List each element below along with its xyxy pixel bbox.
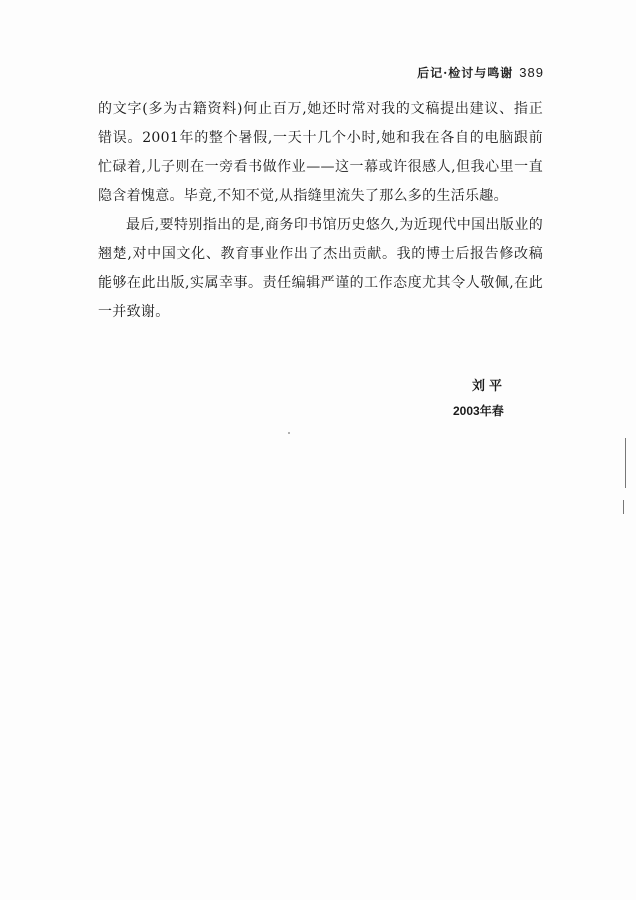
body-text: [98, 95, 543, 327]
scan-artifact-line: [623, 500, 624, 514]
paragraph-acknowledgement: 最后,要特别指出的是,商务印书馆历史悠久,为近现代中国出版业的翘楚,对中国文化、教育事业作出了杰出贡献。我的博士后报告修改稿能够在此出版,实属幸事。责任编辑严谨的工作态度尤其令人敬佩,在此一并致谢。: [98, 217, 543, 320]
signature-date: 2003年春: [453, 404, 504, 418]
author-signature: 刘平: [472, 379, 507, 394]
scan-artifact-line: [625, 438, 626, 488]
header-title: 后记·检讨与鸣谢: [417, 66, 514, 80]
scan-speck: [288, 432, 290, 434]
running-header: [417, 64, 544, 81]
page-number: 389: [519, 65, 544, 80]
paragraph-continuation: 的文字(多为古籍资料)何止百万,她还时常对我的文稿提出建议、指正错误。2001年的整个暑假,一天十几个小时,她和我在各自的电脑跟前忙碌着,儿子则在一旁看书做作业——这一幕或许很感人,但我心里一直隐含着愧意。毕竟,不知不觉,从指缝里流失了那么多的生活乐趣。: [98, 101, 543, 204]
